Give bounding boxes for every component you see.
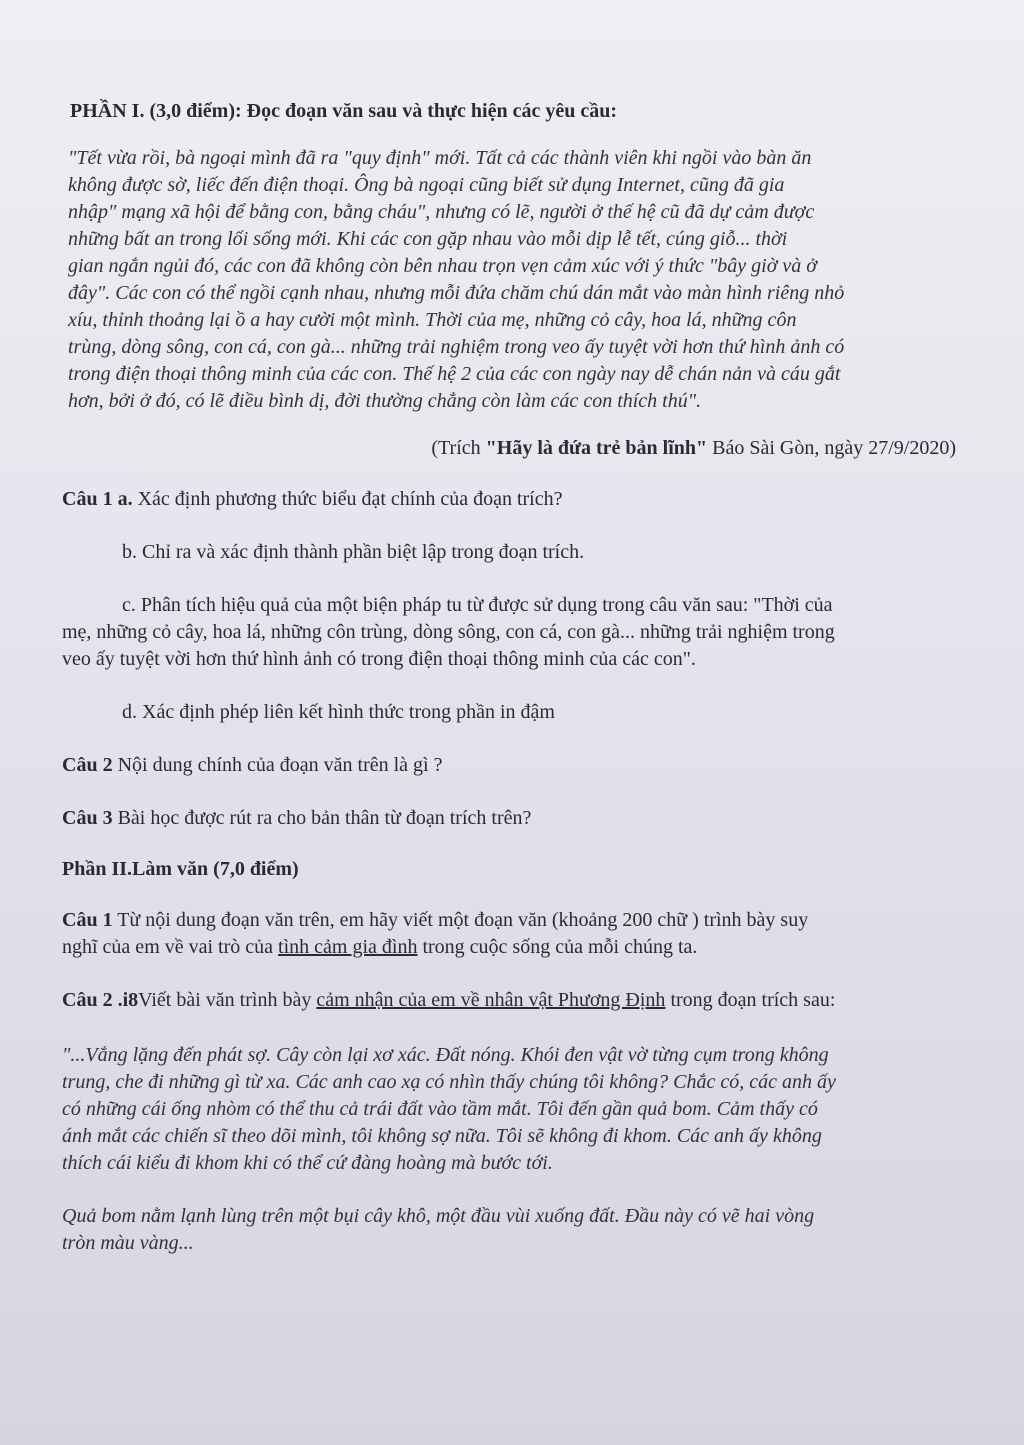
excerpt-line: thích cái kiểu đi khom khi có thể cứ đàng hoàng mà bước tới. bbox=[62, 1152, 553, 1174]
excerpt-line: Quả bom nằm lạnh lùng trên một bụi cây khô, một đầu vùi xuống đất. Đầu này có vẽ hai vòng bbox=[62, 1205, 815, 1227]
question-1a bbox=[62, 486, 960, 513]
essay-question-1-line bbox=[62, 934, 960, 961]
passage-line: những bất an trong lối sống mới. Khi các con gặp nhau vào mỗi dịp lễ tết, cúng giỗ... thời bbox=[68, 228, 788, 250]
excerpt-line: có những cái ống nhòm có thể thu cả trái đất vào tầm mắt. Tôi đến gần quả bom. Cảm thấy có bbox=[62, 1098, 818, 1120]
passage-line: nhập" mạng xã hội để bằng con, bằng cháu", nhưng có lẽ, người ở thế hệ cũ đã dự cảm được bbox=[68, 201, 815, 223]
essay-question-1-label: Câu 1 bbox=[62, 909, 113, 931]
passage-line: trùng, dòng sông, con cá, con gà... những trải nghiệm trong veo ấy tuyệt vời hơn thứ hình ảnh có bbox=[68, 336, 845, 358]
part2-heading: Phần II.Làm văn (7,0 điểm) bbox=[62, 858, 299, 880]
question-1b: b. Chỉ ra và xác định thành phần biệt lập trong đoạn trích. bbox=[122, 541, 585, 563]
passage-line: trong điện thoại thông minh của các con. Thế hệ 2 của các con ngày nay dễ chán nản và cáu gắt bbox=[68, 363, 841, 385]
essay-question-1 bbox=[62, 907, 960, 961]
reading-passage bbox=[68, 145, 960, 415]
passage-source bbox=[62, 437, 956, 460]
passage-line: không được sờ, liếc đến điện thoại. Ông bà ngoại cũng biết sử dụng Internet, cũng đã gia bbox=[68, 174, 785, 196]
question-2-text: Nội dung chính của đoạn văn trên là gì ? bbox=[112, 754, 443, 776]
question-1c-line: c. Phân tích hiệu quả của một biện pháp tu từ được sử dụng trong câu văn sau: "Thời của bbox=[122, 594, 833, 616]
excerpt-line: tròn màu vàng... bbox=[62, 1232, 194, 1254]
underlined-phrase: cảm nhận của em về nhân vật Phương Định bbox=[316, 989, 666, 1011]
question-1c-line: veo ấy tuyệt vời hơn thứ hình ảnh có trong điện thoại thông minh của các con". bbox=[62, 648, 696, 670]
passage-line: "Tết vừa rồi, bà ngoại mình đã ra "quy định" mới. Tất cả các thành viên khi ngồi vào bàn ăn bbox=[68, 147, 812, 169]
passage-line: hơn, bởi ở đó, có lẽ điều bình dị, đời thường chẳng còn làm các con thích thú". bbox=[68, 390, 702, 412]
essay-question-1-line bbox=[62, 907, 960, 934]
question-1a-label: Câu 1 a. bbox=[62, 488, 133, 510]
question-1d: d. Xác định phép liên kết hình thức trong phần in đậm bbox=[122, 701, 555, 723]
underlined-phrase: tình cảm gia đình bbox=[278, 936, 418, 958]
essay-question-2-text: trong đoạn trích sau: bbox=[665, 989, 836, 1011]
question-3-label: Câu 3 bbox=[62, 807, 113, 829]
passage-line: gian ngắn ngủi đó, các con đã không còn bên nhau trọn vẹn cảm xúc với ý thức "bây giờ và ở bbox=[68, 255, 817, 277]
passage-line: đây". Các con có thể ngồi cạnh nhau, nhưng mỗi đứa chăm chú dán mắt vào màn hình riêng nhỏ bbox=[68, 282, 845, 304]
part1-heading: PHẦN I. (3,0 điểm): Đọc đoạn văn sau và thực hiện các yêu cầu: bbox=[70, 100, 617, 122]
passage-line: xíu, thỉnh thoảng lại ồ a hay cười một mình. Thời của mẹ, những cỏ cây, hoa lá, những côn bbox=[68, 309, 797, 331]
question-1a-text: Xác định phương thức biểu đạt chính của đoạn trích? bbox=[132, 488, 563, 510]
source-title: "Hãy là đứa trẻ bản lĩnh" bbox=[485, 437, 708, 459]
question-2-label: Câu 2 bbox=[62, 754, 113, 776]
source-prefix: (Trích bbox=[431, 437, 486, 459]
question-2 bbox=[62, 752, 960, 779]
literary-excerpt bbox=[62, 1042, 960, 1177]
excerpt-line: ánh mắt các chiến sĩ theo dõi mình, tôi không sợ nữa. Tôi sẽ không đi khom. Các anh ấy không bbox=[62, 1125, 822, 1147]
literary-excerpt-continued bbox=[62, 1203, 960, 1257]
essay-question-2 bbox=[62, 987, 960, 1014]
essay-question-1-text: trong cuộc sống của mỗi chúng ta. bbox=[417, 936, 698, 958]
excerpt-line: trung, che đi những gì từ xa. Các anh cao xạ có nhìn thấy chúng tôi không? Chắc có, các anh ấy bbox=[62, 1071, 836, 1093]
source-suffix: Báo Sài Gòn, ngày 27/9/2020) bbox=[707, 437, 956, 459]
essay-question-2-text: Viết bài văn trình bày bbox=[138, 989, 317, 1011]
essay-question-2-label: Câu 2 .i8 bbox=[62, 989, 139, 1011]
question-1c-line: mẹ, những cỏ cây, hoa lá, những côn trùng, dòng sông, con cá, con gà... những trải nghiệm trong bbox=[62, 621, 835, 643]
question-3 bbox=[62, 805, 960, 832]
question-1c bbox=[62, 592, 960, 673]
question-3-text: Bài học được rút ra cho bản thân từ đoạn trích trên? bbox=[112, 807, 532, 829]
essay-question-1-text: Từ nội dung đoạn văn trên, em hãy viết một đoạn văn (khoảng 200 chữ ) trình bày suy bbox=[112, 909, 809, 931]
essay-question-1-text: nghĩ của em về vai trò của bbox=[62, 936, 279, 958]
excerpt-line: "...Vắng lặng đến phát sợ. Cây còn lại xơ xác. Đất nóng. Khói đen vật vờ từng cụm trong không bbox=[62, 1044, 829, 1066]
